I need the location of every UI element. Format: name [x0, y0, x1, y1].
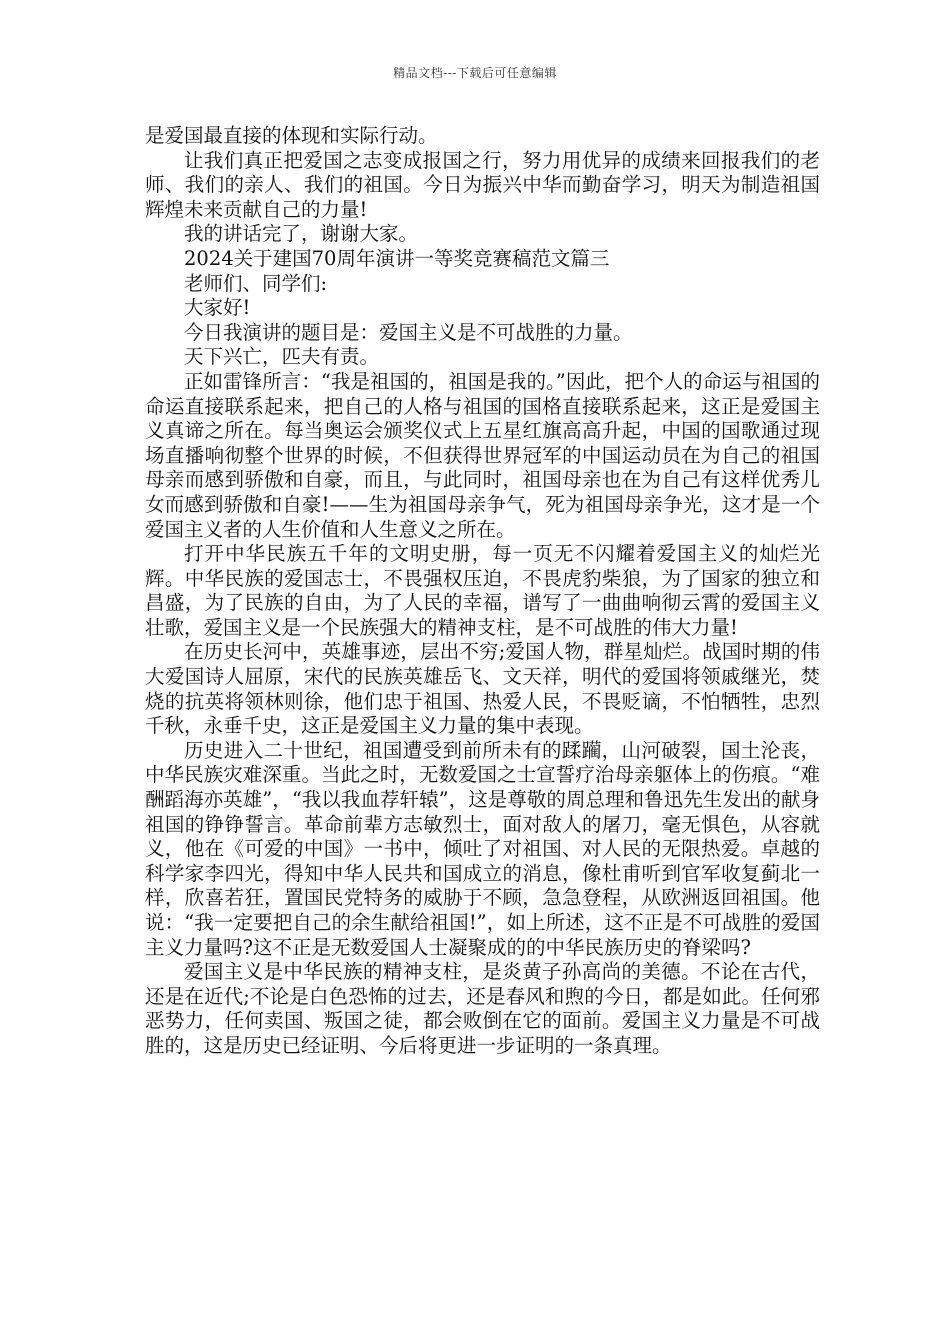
greeting: 大家好!: [184, 296, 251, 320]
paragraph-13: 爱国主义是中华民族的精神支柱，是炎黄子孙高尚的美德。不论在古代，还是在近代;不论是白色恐怖的过去，还是春风和煦的今日，都是如此。任何邪恶势力，任何卖国、叛国之徒，都会败倒在它的面前。爱国主义力量是不可战胜的，这是历史已经证明、今后将更进一步证明的一条真理。: [145, 960, 820, 1057]
page-header: 精品文档---下载后可任意编辑: [393, 66, 557, 80]
speech-topic: 今日我演讲的题目是：爱国主义是不可战胜的力量。: [184, 320, 633, 344]
paragraph-9: 正如雷锋所言：“我是祖国的，祖国是我的。”因此，把个人的命运与祖国的命运直接联系起来，把自己的人格与祖国的国格直接联系起来，这正是爱国主义真谛之所在。每当奥运会颁奖仪式上五星红旗高高升起，中国的国歌通过现场直播响彻整个世界的时候，不但获得世界冠军的中国运动员在为自己的祖国母亲而感到骄傲和自豪，而且，与此同时，祖国母亲也在为自己有这样优秀儿女而感到骄傲和自豪!——生为祖国母亲争气，死为祖国母亲争光，这才是一个爱国主义者的人生价值和人生意义之所在。: [145, 369, 820, 541]
paragraph-10: 打开中华民族五千年的文明史册，每一页无不闪耀着爱国主义的灿烂光辉。中华民族的爱国志士，不畏强权压迫，不畏虎豹柴狼，为了国家的独立和昌盛，为了民族的自由，为了人民的幸福，谱写了一曲曲响彻云霄的爱国主义壮歌，爱国主义是一个民族强大的精神支柱，是不可战胜的伟大力量!: [145, 542, 820, 639]
document-body: [145, 124, 820, 1059]
paragraph-3: 我的讲话完了，谢谢大家。: [184, 222, 419, 246]
paragraph-12: 历史进入二十世纪，祖国遭受到前所未有的蹂躏，山河破裂，国土沦丧，中华民族灾难深重。当此之时，无数爱国之士宣誓疗治母亲躯体上的伤痕。“难酬蹈海亦英雄”，“我以我血荐轩辕”，这是尊敬的周总理和鲁迅先生发出的献身祖国的铮铮誓言。革命前辈方志敏烈士，面对敌人的屠刀，毫无惧色，从容就义，他在《可爱的中国》一书中，倾吐了对祖国、对人民的无限热爱。卓越的科学家李四光，得知中华人民共和国成立的消息，像杜甫听到官军收复蓟北一样，欣喜若狂，置国民党特务的威胁于不顾，急急登程，从欧洲返回祖国。他说：“我一定要把自己的余生献给祖国!”，如上所述，这不正是不可战胜的爱国主义力量吗?这不正是无数爱国人士凝聚成的的中华民族历史的脊梁吗?: [145, 738, 820, 959]
paragraph-11: 在历史长河中，英雄事迹，层出不穷;爱国人物，群星灿烂。战国时期的伟大爱国诗人屈原，宋代的民族英雄岳飞、文天祥，明代的爱国将领戚继光，焚烧的抗英将领林则徐，他们忠于祖国、热爱人民，不畏贬谪，不怕牺牲，忠烈千秋，永垂千史，这正是爱国主义力量的集中表现。: [145, 640, 820, 738]
salutation: 老师们、同学们:: [184, 271, 328, 295]
paragraph-1: 是爱国最直接的体现和实际行动。: [145, 124, 438, 147]
paragraph-8: 天下兴亡，匹夫有责。: [184, 345, 380, 369]
section-title: 2024关于建国70周年演讲一等奖竞赛稿范文篇三: [184, 246, 610, 270]
paragraph-2: 让我们真正把爱国之志变成报国之行，努力用优异的成绩来回报我们的老师、我们的亲人、我们的祖国。今日为振兴中华而勤奋学习，明天为制造祖国辉煌未来贡献自己的力量!: [145, 148, 820, 221]
